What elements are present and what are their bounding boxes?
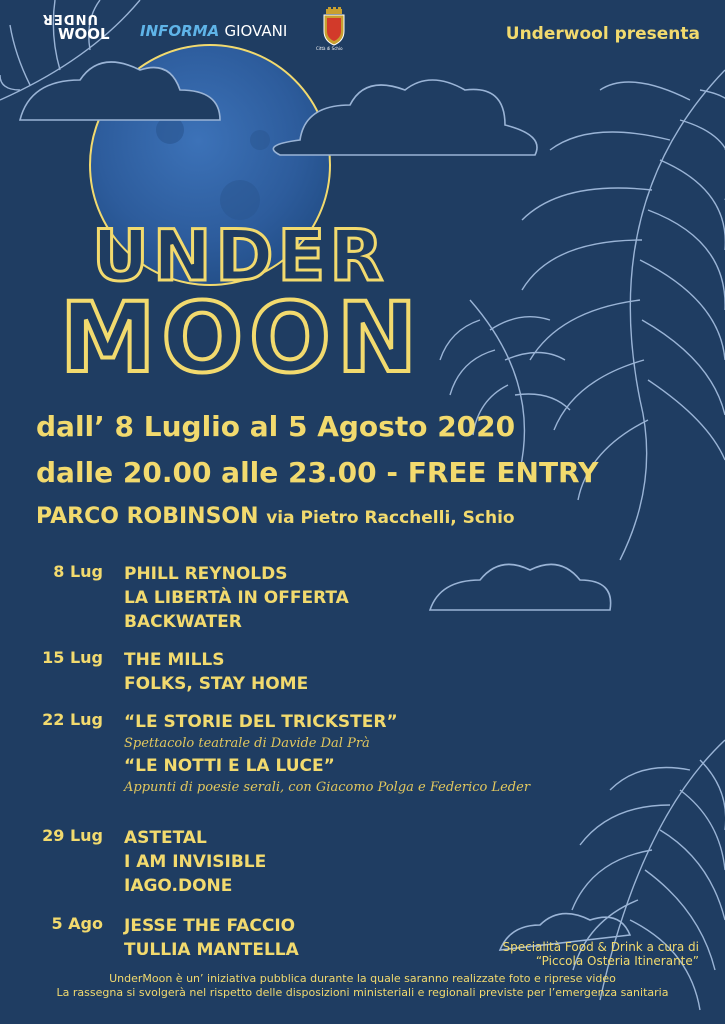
program-day: 29 Lug [42, 826, 103, 845]
informa-text: INFORMA [140, 22, 220, 40]
program-act: “LE NOTTI E LA LUCE” [124, 756, 335, 776]
program-act: TULLIA MANTELLA [124, 940, 299, 960]
underwool-logo-top: UNDER [41, 11, 98, 26]
program-acts [124, 648, 308, 696]
program-act: THE MILLS [124, 650, 225, 670]
title-under: UNDER [92, 215, 388, 297]
food-line-2: “Piccola Osteria Itinerante” [535, 954, 699, 968]
program-act: BACKWATER [124, 612, 242, 632]
program-acts [124, 826, 266, 898]
presenta-text: Underwool presenta [505, 24, 700, 44]
underwool-logo-bottom: WOOL [58, 25, 110, 43]
program-acts [124, 914, 299, 962]
event-dates: dall’ 8 Luglio al 5 Agosto 2020 [36, 410, 516, 443]
event-place [36, 504, 515, 529]
program-act: FOLKS, STAY HOME [124, 674, 309, 694]
informa-giovani-logo [140, 22, 287, 40]
program-act: JESSE THE FACCIO [124, 916, 296, 936]
footer-line-2: La rassegna si svolgerà nel rispetto delle disposizioni ministeriali e regionali previste per l’emergenza sanitaria [56, 986, 669, 999]
food-drink-note [502, 940, 699, 968]
program-act: ASTETAL [124, 828, 207, 848]
title-moon: MOON [60, 282, 424, 394]
food-line-1: Specialità Food & Drink a cura di [502, 940, 699, 954]
city-crest-icon [318, 7, 350, 47]
giovani-text: GIOVANI [224, 22, 288, 40]
program-act: “LE STORIE DEL TRICKSTER” [124, 712, 398, 732]
program-day: 15 Lug [42, 648, 103, 667]
program-day: 5 Ago [51, 914, 103, 933]
program-act: LA LIBERTÀ IN OFFERTA [124, 588, 349, 608]
program-act-description: Appunti di poesie serali, con Giacomo Polga e Federico Leder [124, 780, 531, 795]
program-act-description: Spettacolo teatrale di Davide Dal Prà [124, 736, 370, 751]
place-name: PARCO ROBINSON [36, 504, 259, 529]
program-act: PHILL REYNOLDS [124, 564, 288, 584]
program-day: 22 Lug [42, 710, 103, 729]
program-act: IAGO.DONE [124, 876, 233, 896]
footer-line-1: UnderMoon è un’ iniziativa pubblica durante la quale saranno realizzate foto e riprese video [109, 972, 616, 985]
program-day: 8 Lug [53, 562, 103, 581]
program-acts [124, 562, 349, 634]
program-act: I AM INVISIBLE [124, 852, 267, 872]
crest-caption: Città di Schio [316, 46, 343, 51]
footer-notes [0, 972, 725, 1000]
place-street: via Pietro Racchelli, Schio [266, 508, 515, 528]
program-acts [124, 710, 530, 798]
underwool-logo [41, 11, 110, 43]
event-hours: dalle 20.00 alle 23.00 - FREE ENTRY [36, 456, 599, 489]
